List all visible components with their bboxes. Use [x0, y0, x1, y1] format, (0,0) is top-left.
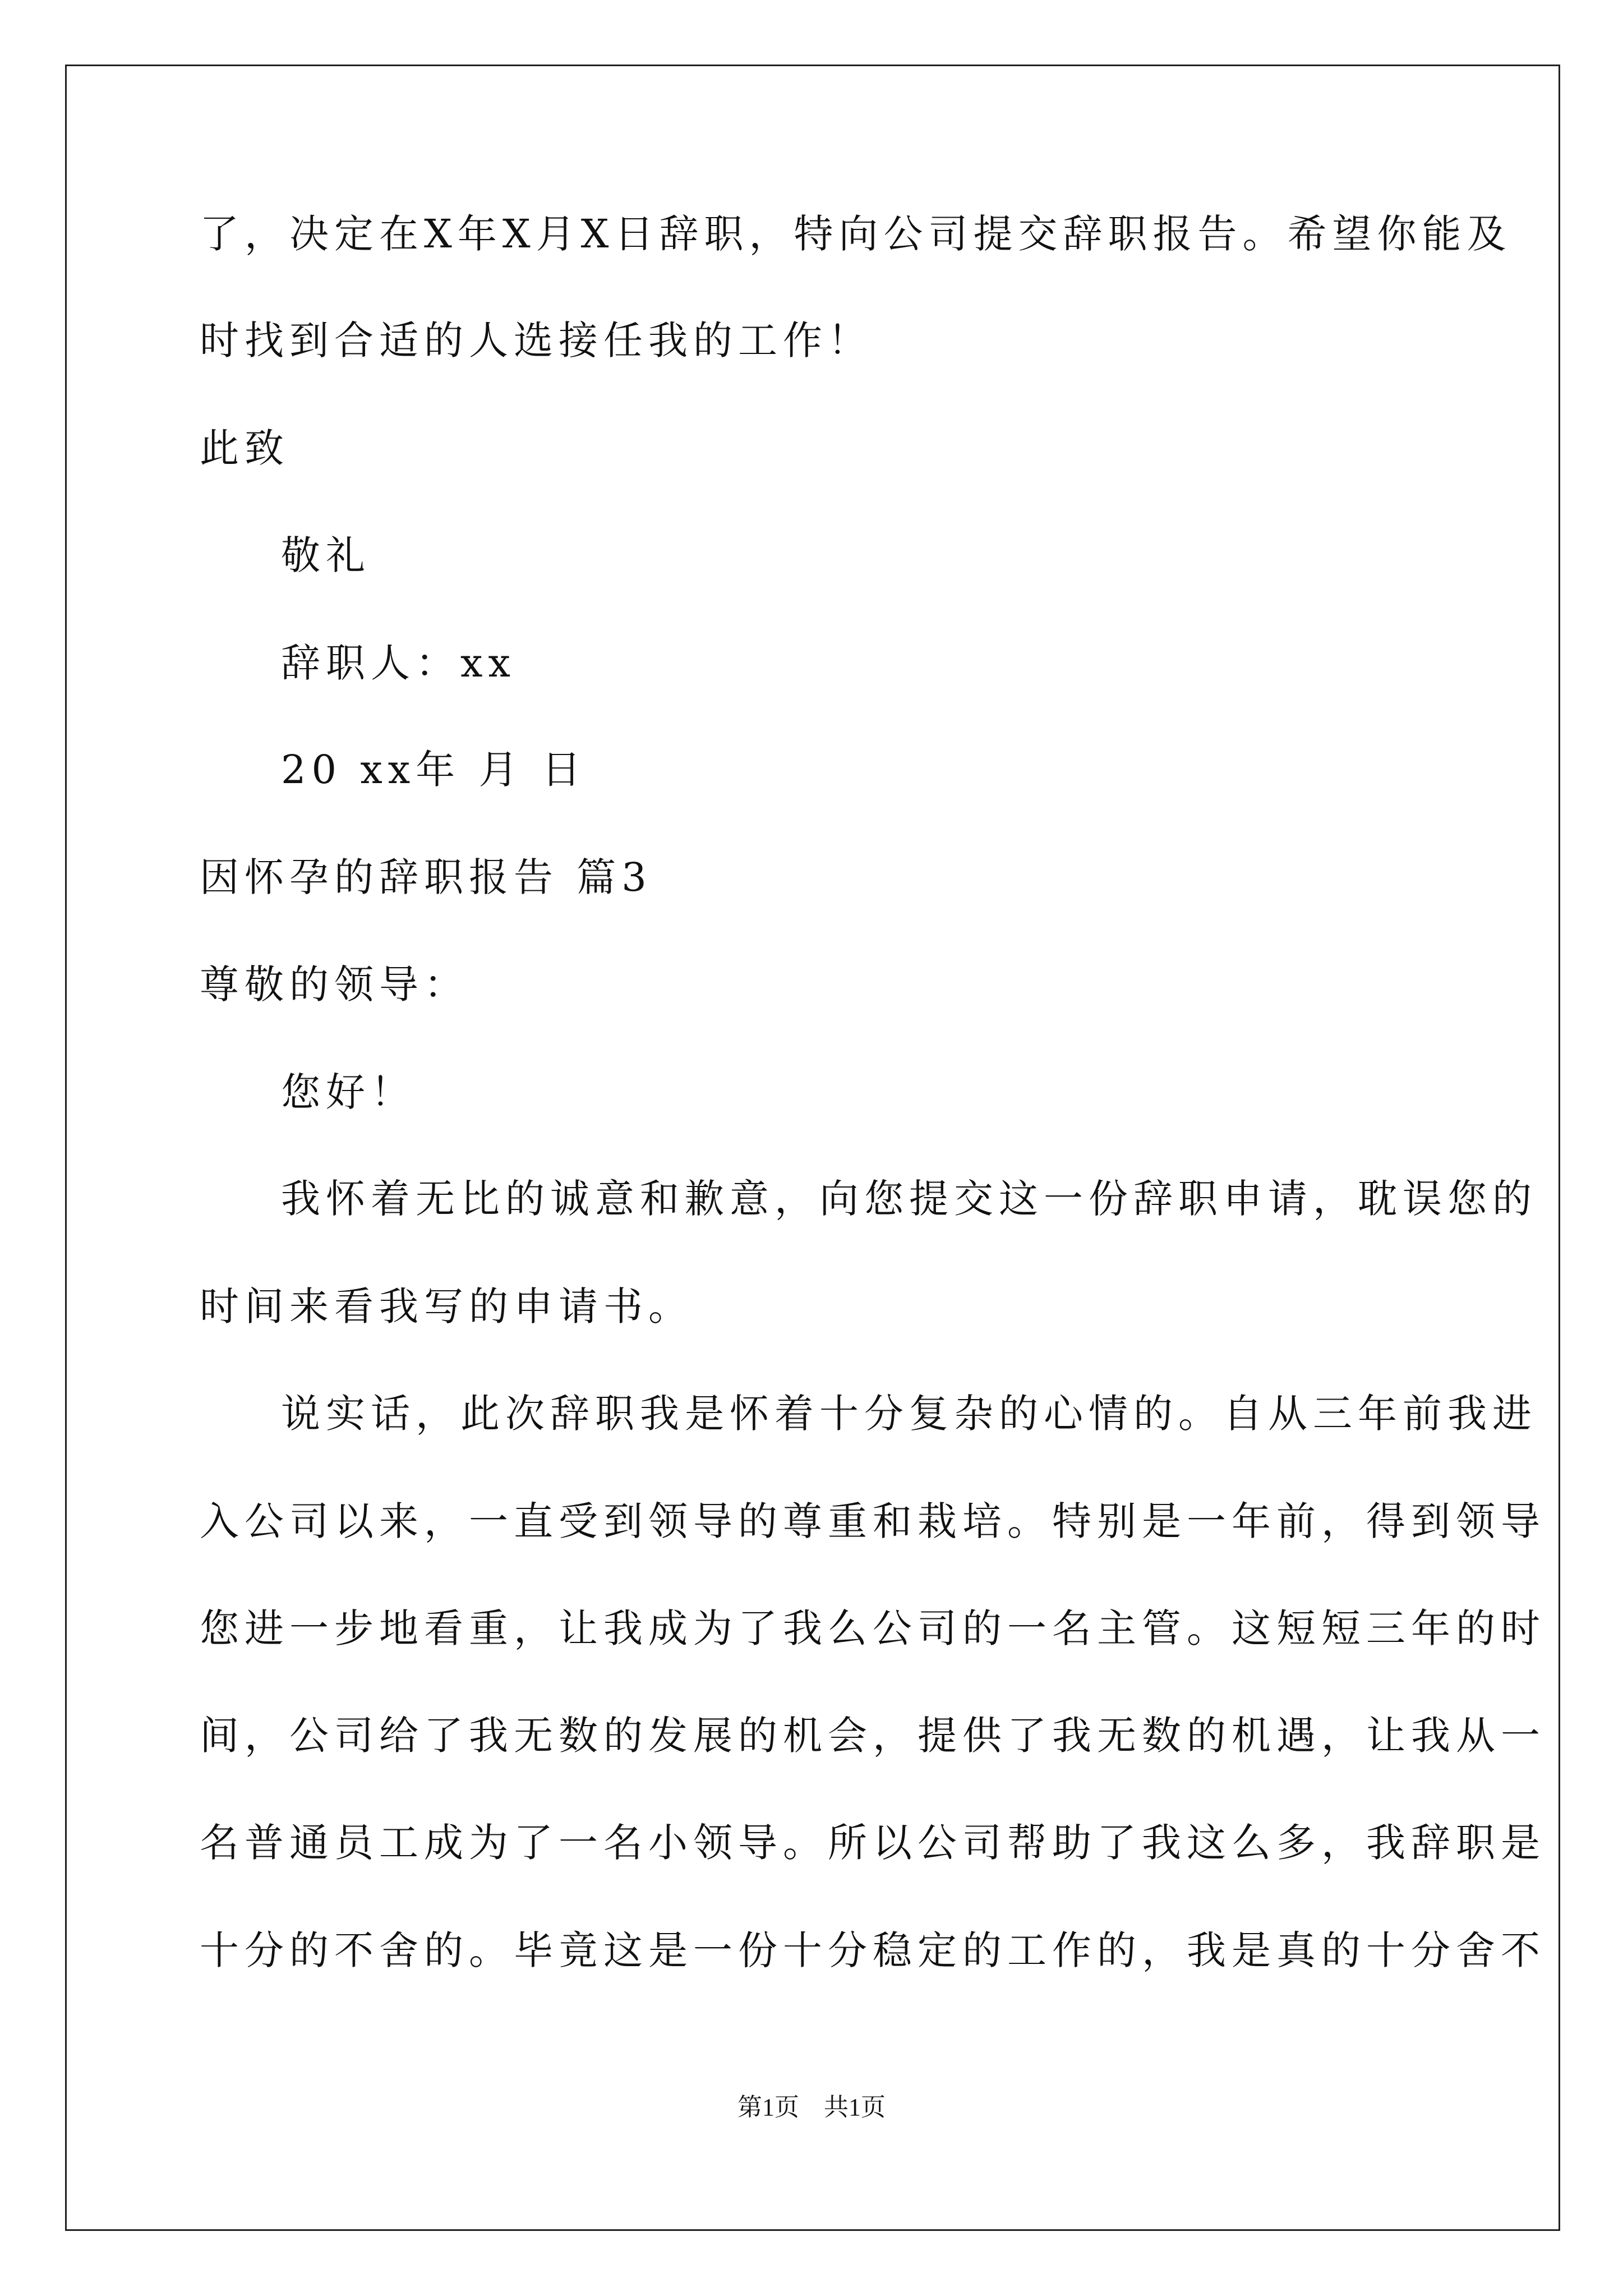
text-line: 时找到合适的人选接任我的工作！ [200, 318, 873, 364]
text-line: 时间来看我写的申请书。 [200, 1283, 693, 1329]
text-line: 您进一步地看重，让我成为了我么公司的一名主管。这短短三年的时 [200, 1605, 1546, 1651]
greeting-hello: 您好！ [281, 1069, 416, 1115]
signature-line: 辞职人：xx [281, 640, 516, 686]
text-line: 十分的不舍的。毕竟这是一份十分稳定的工作的，我是真的十分舍不 [200, 1927, 1546, 1973]
page-footer: 第1页 共1页 [737, 2093, 886, 2121]
closing-salutation: 此致 [200, 425, 289, 471]
page-border [65, 65, 1560, 2231]
text-line: 名普通员工成为了一名小领导。所以公司帮助了我这么多，我辞职是 [200, 1820, 1546, 1866]
text-line: 间，公司给了我无数的发展的机会，提供了我无数的机遇，让我从一 [200, 1713, 1546, 1759]
text-line: 我怀着无比的诚意和歉意，向您提交这一份辞职申请，耽误您的 [281, 1176, 1537, 1222]
greeting: 尊敬的领导： [200, 961, 469, 1007]
closing-regards: 敬礼 [281, 532, 371, 578]
text-line: 入公司以来，一直受到领导的尊重和栽培。特别是一年前，得到领导 [200, 1498, 1546, 1544]
text-line: 说实话，此次辞职我是怀着十分复杂的心情的。自从三年前我进 [281, 1391, 1537, 1437]
date-line: 20 xx年 月 日 [281, 747, 587, 793]
text-line: 了，决定在X年X月X日辞职，特向公司提交辞职报告。希望你能及 [200, 211, 1512, 257]
section-heading: 因怀孕的辞职报告 篇3 [200, 854, 652, 900]
